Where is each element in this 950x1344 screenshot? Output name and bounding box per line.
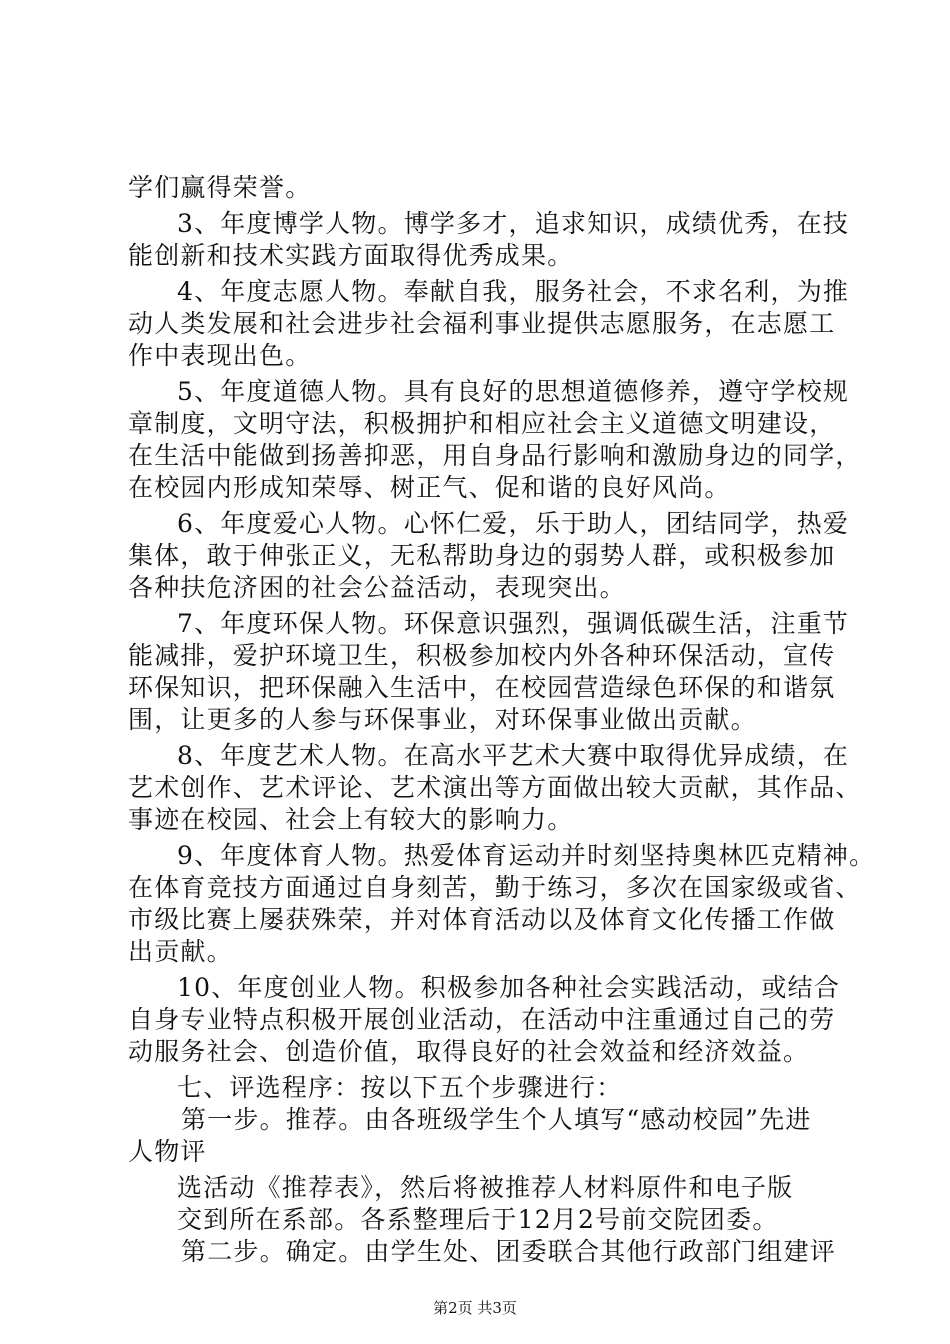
- text-line: 事迹在校园、社会上有较大的影响力。: [128, 805, 574, 834]
- text-line: 能创新和技术实践方面取得优秀成果。: [128, 241, 574, 270]
- text-line: 6、年度爱心人物。心怀仁爱，乐于助人，团结同学，热爱: [177, 509, 850, 538]
- text-line: 8、年度艺术人物。在高水平艺术大赛中取得优异成绩，在: [177, 741, 850, 770]
- text-line: 第二步。确定。由学生处、团委联合其他行政部门组建评: [181, 1237, 837, 1266]
- text-line: 出贡献。: [128, 937, 233, 966]
- text-line: 人物评: [128, 1137, 207, 1166]
- text-line: 环保知识，把环保融入生活中，在校园营造绿色环保的和谐氛: [128, 673, 836, 702]
- text-line: 市级比赛上屡获殊荣，并对体育活动以及体育文化传播工作做: [128, 905, 836, 934]
- text-line: 选活动《推荐表》，然后将被推荐人材料原件和电子版: [177, 1173, 794, 1202]
- text-line: 集体，敢于伸张正义，无私帮助身边的弱势人群，或积极参加: [128, 541, 836, 570]
- text-line: 在校园内形成知荣辱、树正气、促和谐的良好风尚。: [128, 473, 731, 502]
- text-line: 10、年度创业人物。积极参加各种社会实践活动，或结合: [177, 973, 841, 1002]
- text-line: 交到所在系部。各系整理后于12月2号前交院团委。: [177, 1205, 779, 1234]
- text-line: 第一步。推荐。由各班级学生个人填写“感动校园”先进: [181, 1105, 812, 1134]
- text-line: 章制度，文明守法，积极拥护和相应社会主义道德文明建设，: [128, 409, 836, 438]
- text-line: 动人类发展和社会进步社会福利事业提供志愿服务，在志愿工: [128, 309, 836, 338]
- text-line: 自身专业特点积极开展创业活动，在活动中注重通过自己的劳: [128, 1005, 836, 1034]
- text-line: 作中表现出色。: [128, 341, 312, 370]
- text-line: 4、年度志愿人物。奉献自我，服务社会，不求名利，为推: [177, 277, 850, 306]
- text-line: 七、评选程序：按以下五个步骤进行：: [177, 1073, 623, 1102]
- text-line: 围，让更多的人参与环保事业，对环保事业做出贡献。: [128, 705, 757, 734]
- text-line: 3、年度博学人物。博学多才，追求知识，成绩优秀，在技: [177, 209, 850, 238]
- text-line: 在体育竞技方面通过自身刻苦，勤于练习，多次在国家级或省、: [128, 873, 862, 902]
- text-line: 在生活中能做到扬善抑恶，用自身品行影响和激励身边的同学，: [128, 441, 862, 470]
- text-line: 能减排，爱护环境卫生，积极参加校内外各种环保活动，宣传: [128, 641, 836, 670]
- text-line: 学们赢得荣誉。: [128, 173, 312, 202]
- text-line: 9、年度体育人物。热爱体育运动并时刻坚持奥林匹克精神。: [177, 841, 876, 870]
- text-line: 5、年度道德人物。具有良好的思想道德修养，遵守学校规: [177, 377, 850, 406]
- text-line: 动服务社会、创造价值，取得良好的社会效益和经济效益。: [128, 1037, 810, 1066]
- page-number: 第2页 共3页: [433, 1299, 517, 1317]
- text-line: 艺术创作、艺术评论、艺术演出等方面做出较大贡献，其作品、: [128, 773, 862, 802]
- text-line: 7、年度环保人物。环保意识强烈，强调低碳生活，注重节: [177, 609, 850, 638]
- text-line: 各种扶危济困的社会公益活动，表现突出。: [128, 573, 626, 602]
